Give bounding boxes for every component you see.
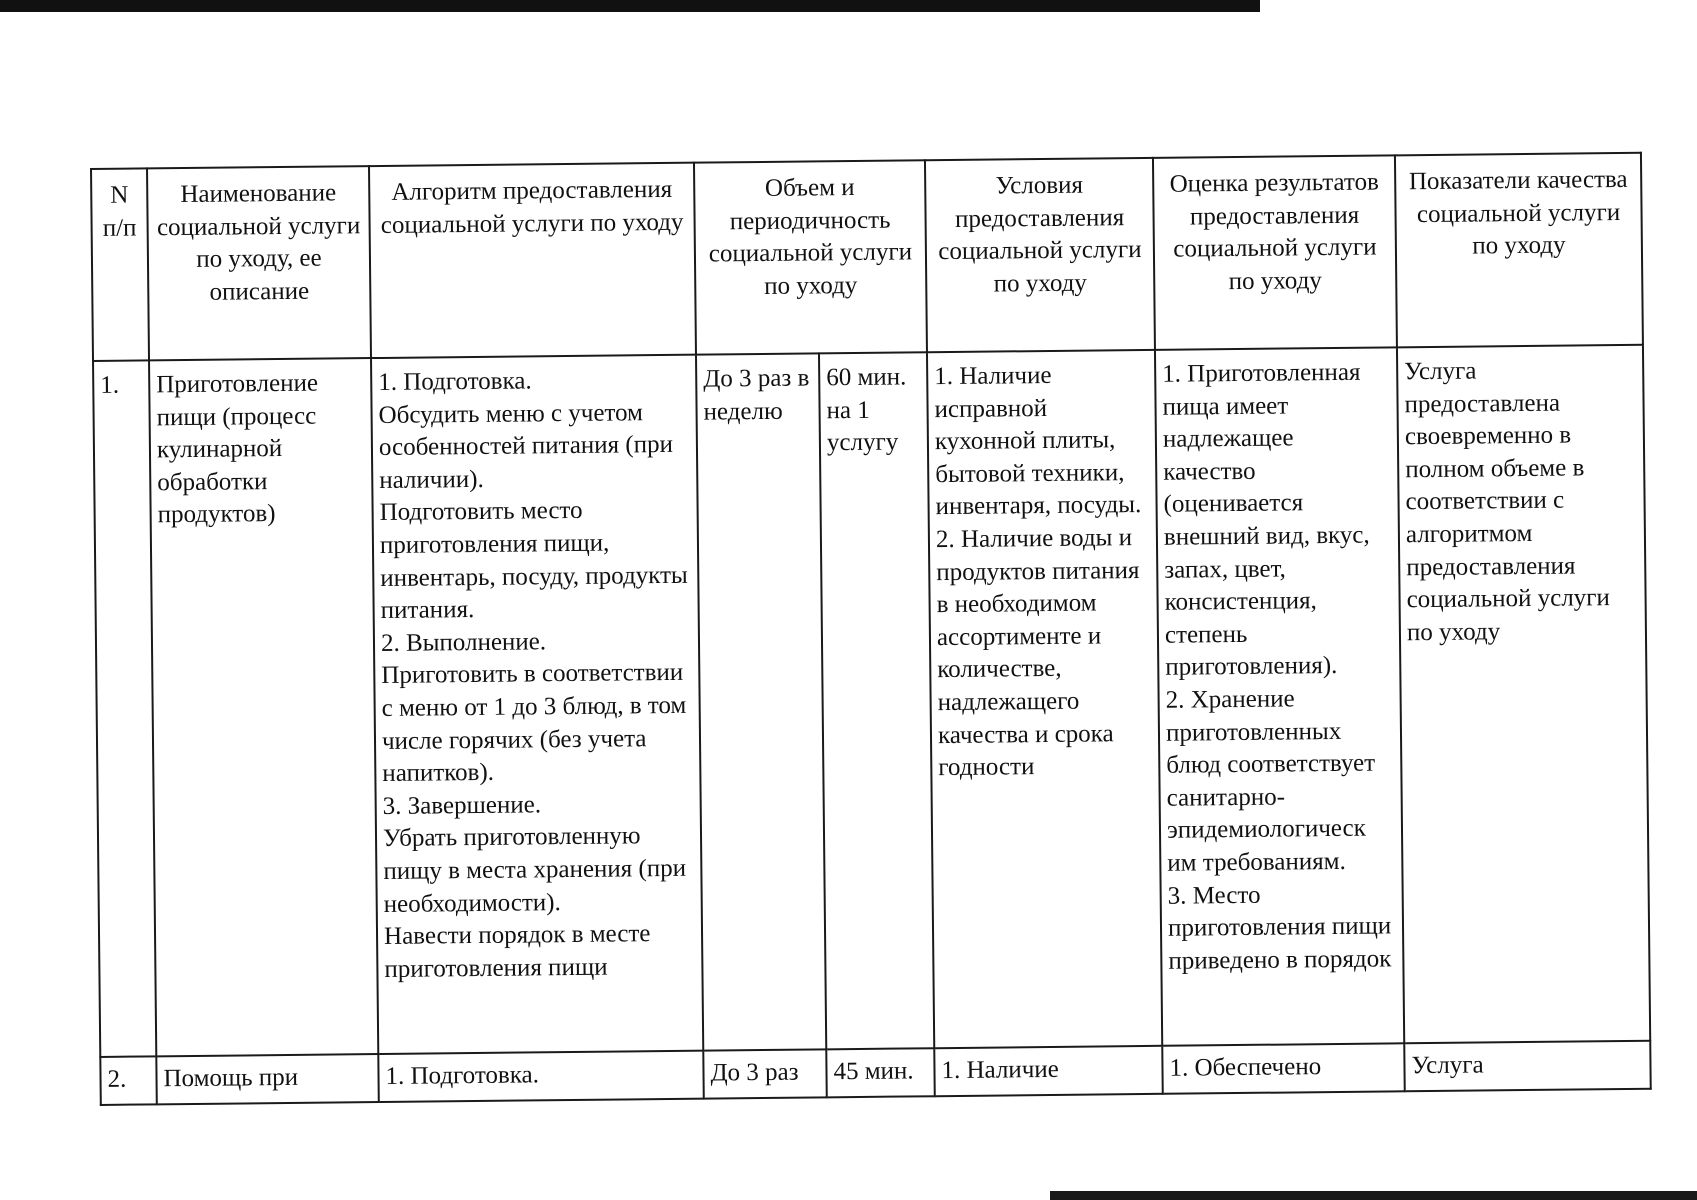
document-sheet — [90, 152, 1652, 1106]
header-algorithm: Алгоритм предоставления социальной услуги по уходу — [369, 163, 696, 358]
cell-algorithm: 1. Подготовка. — [378, 1051, 703, 1102]
cell-quality: Услуга предоставлена своевременно в полном объеме в соответствии с алгоритмом предоставления социальной услуги по уходу — [1397, 345, 1650, 1044]
scan-edge-bottom — [1050, 1191, 1697, 1200]
header-volume: Объем и периодичность социальной услуги по уходу — [694, 160, 927, 354]
table-header-row — [91, 153, 1643, 361]
table-row — [93, 345, 1650, 1057]
scan-edge-top — [0, 0, 1260, 12]
header-name: Наименование социальной услуги по уходу, ее описание — [147, 166, 371, 360]
cell-periodicity: До 3 раз в неделю — [696, 353, 826, 1050]
header-conditions: Условия предоставления социальной услуги по уходу — [925, 158, 1155, 352]
cell-algorithm: 1. Подготовка. Обсудить меню с учетом особенностей питания (при наличии). Подготовить место приготовления пищи, инвентарь, посуду, продукты питания. 2. Выполнение. Приготовить в соответствии с меню от 1 до 3 блюд, в том числе горячих (без учета напитков). 3. Завершение. Убрать приготовленную пищу в места хранения (при необходимости). Навести порядок в месте приготовления пищи — [371, 355, 703, 1054]
header-num: N п/п — [91, 168, 149, 361]
cell-evaluation: 1. Приготовленная пища имеет надлежащее качество (оценивается внешний вид, вкус, запах, цвет, консистенция, степень приготовления). 2. Хранение приготовленных блюд соответствует санитарно-эпидемиологическ им требованиям. 3. Место приготовления пищи приведено в порядок — [1155, 347, 1404, 1045]
cell-quality: Услуга — [1404, 1041, 1650, 1092]
cell-periodicity: До 3 раз — [703, 1049, 826, 1098]
cell-num: 1. — [93, 360, 156, 1057]
header-quality: Показатели качества социальной услуги по уходу — [1395, 153, 1643, 348]
cell-evaluation: 1. Обеспечено — [1162, 1043, 1404, 1094]
cell-conditions: 1. Наличие — [934, 1046, 1162, 1096]
services-table — [90, 152, 1652, 1106]
cell-name: Приготовление пищи (процесс кулинарной обработки продуктов) — [149, 358, 378, 1056]
header-evaluation: Оценка результатов предоставления социальной услуги по уходу — [1153, 155, 1397, 350]
cell-conditions: 1. Наличие исправной кухонной плиты, бытовой техники, инвентаря, посуды. 2. Наличие воды и продуктов питания в необходимом ассортименте и количестве, надлежащего качества и срока годности — [927, 350, 1162, 1048]
cell-duration: 45 мин. — [826, 1048, 935, 1097]
cell-duration: 60 мин. на 1 услугу — [819, 352, 934, 1049]
cell-num: 2. — [100, 1056, 156, 1105]
cell-name: Помощь при — [156, 1054, 378, 1104]
